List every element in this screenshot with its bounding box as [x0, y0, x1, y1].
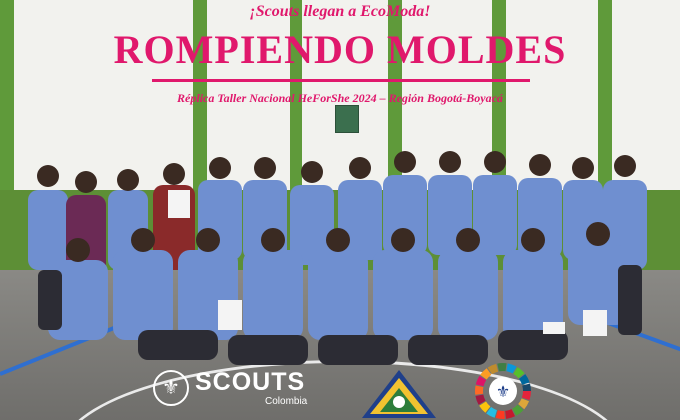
headline-kicker: ¡Scouts llegan a EcoModa! [249, 3, 431, 20]
title-underline [152, 79, 530, 82]
scouts-wordmark: SCOUTS [195, 368, 306, 396]
svg-text:⚜: ⚜ [495, 382, 511, 401]
regional-emblem-icon [360, 368, 438, 420]
scouts-country-label: Colombia [265, 396, 308, 407]
wall-sign [335, 105, 359, 133]
sdg-wheel-icon [474, 362, 532, 420]
page-title: ROMPIENDO MOLDES [113, 27, 567, 72]
fleur-de-lis-icon: ⚜ [153, 370, 189, 406]
page-subtitle: Réplica Taller Nacional HeForShe 2024 – Región Bogotá-Boyacá [177, 91, 503, 105]
scout-group [28, 150, 652, 380]
